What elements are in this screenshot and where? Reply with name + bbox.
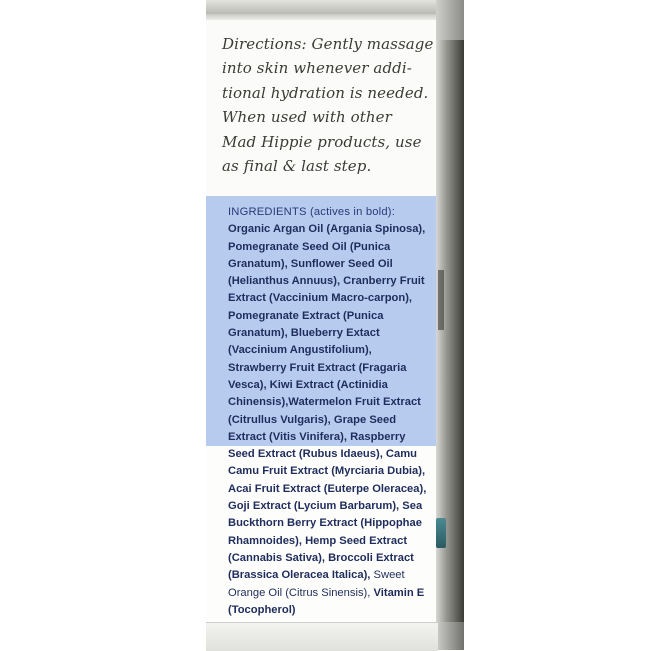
ingredients-last-item: Vitamin E (Tocopherol) [228,586,425,616]
box-right-edge-bottom [436,622,464,650]
ingredients-list [228,204,432,619]
edge-print-mark [438,270,444,330]
edge-artwork [436,518,446,548]
box-top-flap [206,0,464,14]
ingredients-regular-item: Sweet Orange Oil (Citrus Sinensis), [228,569,405,599]
box-bottom-lip [206,622,438,651]
ingredients-heading: INGREDIENTS (actives in bold): [228,206,396,218]
ingredients-active-list: Organic Argan Oil (Argania Spinosa), Pomegranate Seed Oil (Punica Granatum), Sunflower Seed Oil (Helianthus Annuus), Cranberry Fruit Extract (Vaccinium Macro-carpon), Pomegranate Extract (Punica Granatum), Blueberry Extact (Vaccinium Angustifolium), Strawberry Fruit Extract (Fragaria Vesca), Kiwi Extract (Actinidia Chinensis),Watermelon Fruit Extract (Citrullus Vulgaris), Grape Seed Extract (Vitis Vinifera), Raspberry Seed Extract (Rubus Idaeus), Camu Camu Fruit Extract (Myrciaria Dubia), Acai Fruit Extract (Euterpe Oleracea), Goji Extract (Lycium Barbarum), Sea Buckthorn Berry Extract (Hippophae Rhamnoides), Hemp Seed Extract (Cannabis Sativa), Broccoli Extract (Brassica Oleracea Italica), [228,223,427,582]
directions-text: Directions: Gently massage into skin whenever addi- tional hydration is needed. When used with other Mad Hippie products, use as final & last step. [222,35,434,176]
box-right-edge-top [436,0,464,40]
